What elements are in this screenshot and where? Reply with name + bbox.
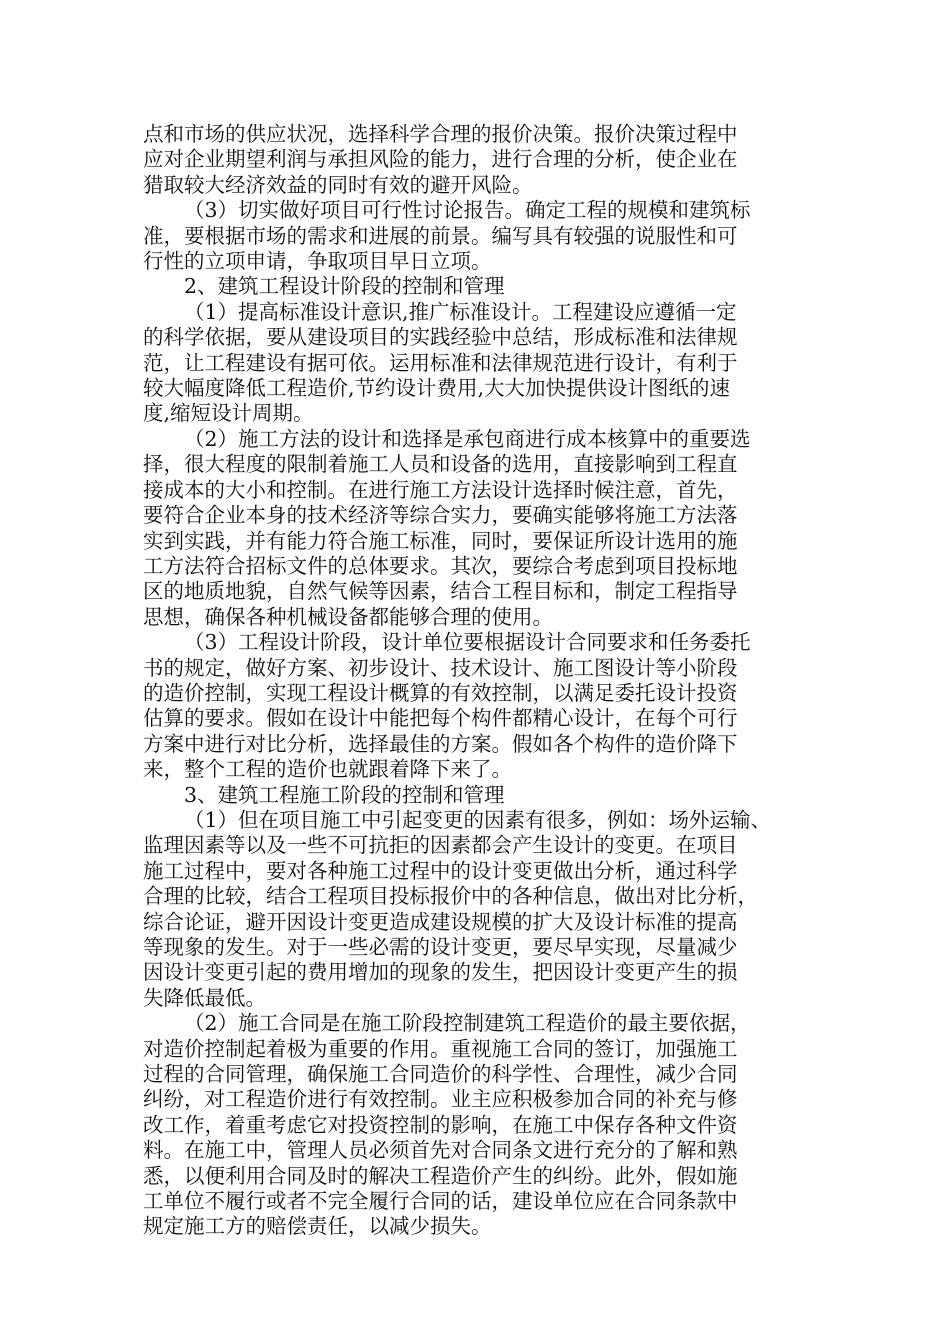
text-line: 行性的立项申请，争取项目早日立项。 [143, 249, 492, 274]
text-line: 要符合企业本身的技术经济等综合实力，要确实能够将施工方法落 [143, 503, 738, 528]
text-line: 过程的合同管理，确保施工合同造价的科学性、合理性，减少合同 [143, 1062, 738, 1087]
text-line: 料。在施工中，管理人员必须首先对合同条文进行充分的了解和熟 [143, 1138, 738, 1163]
text-line: 监理因素等以及一些不可抗拒的因素都会产生设计的变更。在项目 [143, 833, 738, 858]
body-paragraph [143, 300, 833, 427]
text-line: 工单位不履行或者不完全履行合同的话，建设单位应在合同条款中 [143, 1189, 738, 1214]
text-line: （2）施工方法的设计和选择是承包商进行成本核算中的重要选 [184, 426, 751, 451]
text-line: 2、建筑工程设计阶段的控制和管理 [184, 274, 505, 299]
text-line: 合理的比较，结合工程项目投标报价中的各种信息，做出对比分析， [143, 884, 758, 909]
text-line: 思想，确保各种机械设备都能够合理的使用。 [143, 604, 553, 629]
text-line: 较大幅度降低工程造价,节约设计费用,大大加快提供设计图纸的速 [143, 376, 731, 401]
text-line: 改工作，着重考虑它对投资控制的影响，在施工中保存各种文件资 [143, 1112, 738, 1137]
text-line: 估算的要求。假如在设计中能把每个构件都精心设计，在每个可行 [143, 706, 738, 731]
text-line: 接成本的大小和控制。在进行施工方法设计选择时候注意，首先， [143, 477, 738, 502]
body-paragraph [143, 808, 833, 1011]
text-line: （3）工程设计阶段，设计单位要根据设计合同要求和任务委托 [184, 630, 751, 655]
text-line: 因设计变更引起的费用增加的现象的发生，把因设计变更产生的损 [143, 960, 738, 985]
text-line: 准，要根据市场的需求和进展的前景。编写具有较强的说服性和可 [143, 223, 738, 248]
text-line: 的科学依据，要从建设项目的实践经验中总结，形成标准和法律规 [143, 325, 738, 350]
text-line: 点和市场的供应状况，选择科学合理的报价决策。报价决策过程中 [143, 122, 738, 146]
body-paragraph [143, 1011, 833, 1240]
text-line: （3）切实做好项目可行性讨论报告。确定工程的规模和建筑标 [184, 198, 751, 223]
text-line: 猎取较大经济效益的同时有效的避开风险。 [143, 172, 533, 197]
text-line: 范，让工程建设有据可依。运用标准和法律规范进行设计，有利于 [143, 350, 738, 375]
text-line: 方案中进行对比分析，选择最佳的方案。假如各个构件的造价降下 [143, 731, 738, 756]
body-paragraph [143, 122, 833, 198]
text-line: 择，很大程度的限制着施工人员和设备的选用，直接影响到工程直 [143, 452, 738, 477]
body-paragraph [143, 630, 833, 782]
text-line: 悉，以便利用合同及时的解决工程造价产生的纠纷。此外，假如施 [143, 1163, 738, 1188]
text-line: （1）提高标准设计意识,推广标准设计。工程建设应遵循一定 [184, 299, 737, 324]
text-line: 工方法符合招标文件的总体要求。其次，要综合考虑到项目投标地 [143, 553, 738, 578]
text-line: 规定施工方的赔偿责任，以减少损失。 [143, 1214, 492, 1239]
text-line: 的造价控制，实现工程设计概算的有效控制，以满足委托设计投资 [143, 680, 738, 705]
text-line: （2）施工合同是在施工阶段控制建筑工程造价的最主要依据， [184, 1011, 751, 1036]
text-line: 3、建筑工程施工阶段的控制和管理 [184, 782, 505, 807]
text-line: 实到实践，并有能力符合施工标准，同时，要保证所设计选用的施 [143, 528, 738, 553]
body-paragraph [143, 427, 833, 630]
text-line: 失降低最低。 [143, 985, 266, 1010]
document-page [143, 122, 833, 1240]
text-line: 等现象的发生。对于一些必需的设计变更，要尽早实现，尽量减少 [143, 935, 738, 959]
text-line: 综合论证，避开因设计变更造成建设规模的扩大及设计标准的提高 [143, 909, 738, 934]
text-line: 书的规定，做好方案、初步设计、技术设计、施工图设计等小阶段 [143, 655, 738, 680]
text-line: （1）但在项目施工中引起变更的因素有很多，例如：场外运输、 [184, 807, 772, 832]
text-line: 施工过程中，要对各种施工过程中的设计变更做出分析，通过科学 [143, 858, 738, 883]
section-heading [143, 783, 833, 808]
section-heading [143, 274, 833, 299]
text-line: 应对企业期望利润与承担风险的能力，进行合理的分析，使企业在 [143, 147, 738, 172]
text-line: 区的地质地貌，自然气候等因素，结合工程目标和，制定工程指导 [143, 579, 738, 604]
body-paragraph [143, 198, 833, 274]
text-line: 来，整个工程的造价也就跟着降下来了。 [143, 757, 512, 782]
text-line: 对造价控制起着极为重要的作用。重视施工合同的签订，加强施工 [143, 1036, 738, 1061]
text-line: 纠纷，对工程造价进行有效控制。业主应积极参加合同的补充与修 [143, 1087, 738, 1112]
text-line: 度,缩短设计周期。 [143, 401, 314, 426]
